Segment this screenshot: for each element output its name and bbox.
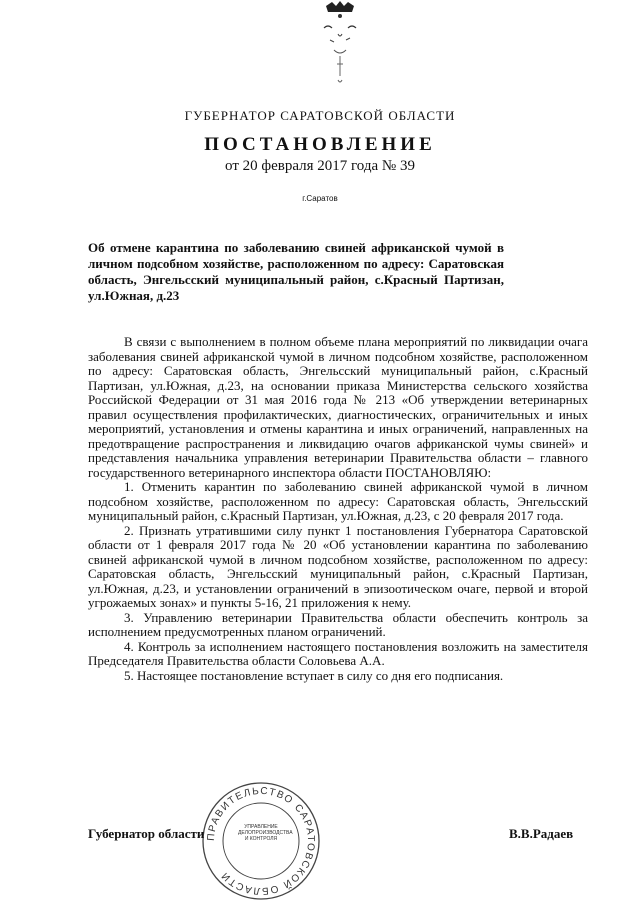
stamp-ring-text: ПРАВИТЕЛЬСТВО САРАТОВСКОЙ ОБЛАСТИ (205, 785, 317, 897)
document-date-number: от 20 февраля 2017 года № 39 (225, 158, 415, 174)
document-city: г.Саратов (302, 194, 338, 203)
document-title: Об отмене карантина по заболеванию свиней африканской чумой в личном подсобном хозяйстве, расположенном по адресу: Саратовская область, Энгельсский муниципальный район, с.Красный Партизан, ул.Южная, д.23 (88, 240, 504, 303)
coat-of-arms-icon (318, 0, 362, 92)
preamble-paragraph: В связи с выполнением в полном объеме плана мероприятий по ликвидации очага заболевания свиней африканской чумой в личном подсобном хозяйстве, расположенном по адресу: Саратовская область, Энгельсский муниципальный район, с.Красный Партизан, ул.Южная, д.23, на основании приказа Министерства сельского хозяйства Российской Федерации от 31 мая 2016 года № 213 «Об утверждении ветеринарных правил осуществления профилактических, диагностических, ограничительных и иных мероприятий, установления и отмены карантина и иных ограничений, направленных на предотвращение распространения и ликвидацию очагов африканской чумы свиней» и представления начальника управления ветеринарии Правительства области – главного государственного ветеринарного инспектора области ПОСТАНОВЛЯЮ: (88, 334, 588, 480)
signatory-name: В.В.Радаев (509, 826, 574, 841)
item-4-paragraph: 4. Контроль за исполнением настоящего постановления возложить на заместителя Председателя Правительства области Соловьева А.А. (88, 638, 588, 668)
stamp-inner-text: УПРАВЛЕНИЕ ДЕЛОПРОИЗВОДСТВА И КОНТРОЛЯ (238, 824, 293, 842)
organization-name: ГУБЕРНАТОР САРАТОВСКОЙ ОБЛАСТИ (184, 108, 456, 123)
item-1-paragraph: 1. Отменить карантин по заболеванию свиней африканской чумой в личном подсобном хозяйстве, расположенном по адресу: Саратовская область, Энгельсский муниципальный район, с.Красный Партизан, ул.Южная, д.23, с 20 февраля 2017 года. (88, 479, 588, 523)
document-type: ПОСТАНОВЛЕНИЕ (204, 134, 436, 155)
official-stamp (196, 780, 326, 902)
item-3-paragraph: 3. Управлению ветеринарии Правительства области обеспечить контроль за исполнением предусмотренных планом ограничений. (88, 609, 588, 639)
document-body (88, 335, 588, 683)
signatory-position: Губернатор области (88, 826, 205, 841)
item-5-paragraph: 5. Настоящее постановление вступает в силу со дня его подписания. (124, 667, 504, 683)
item-2-paragraph: 2. Признать утратившими силу пункт 1 постановления Губернатора Саратовской области от 1 февраля 2017 года № 20 «Об установлении карантина по заболеванию свиней африканской чумой в личном подсобном хозяйстве, расположенном по адресу: Саратовская область, Энгельсский муниципальный район, с.Красный Партизан, ул.Южная, д.23, и установлении ограничений в эпизоотическом очаге, первой и второй угрожаемых зонах» и пункты 5-16, 21 приложения к нему. (88, 522, 588, 610)
